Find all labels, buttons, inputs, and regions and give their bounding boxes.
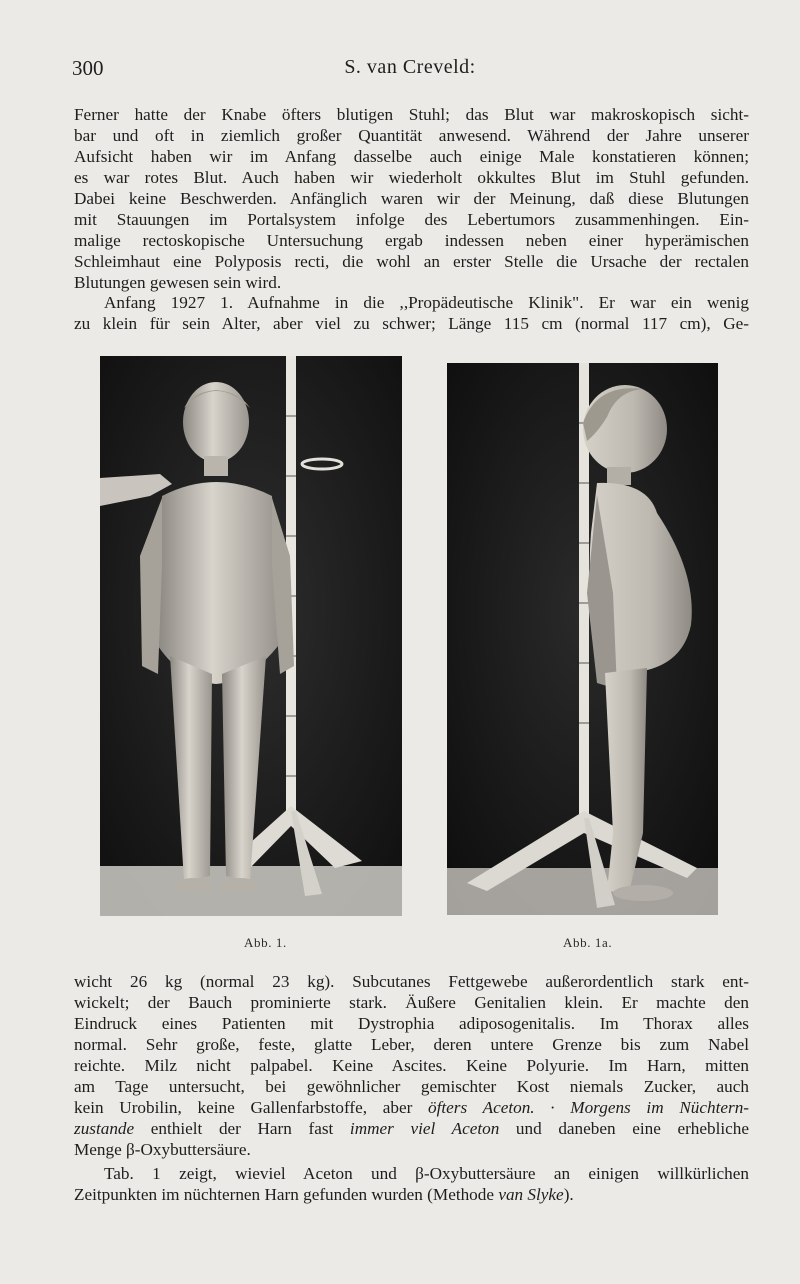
text-line: am Tage untersucht, bei gewöhnlicher gemischter Kost niemals Zucker, auch — [74, 1077, 749, 1096]
figure-caption-abb-1: Abb. 1. — [244, 935, 287, 950]
italic-run: van Slyke — [498, 1185, 564, 1204]
text-line: mit Stauungen im Portalsystem infolge des Lebertumors zusammenhingen. Ein- — [74, 210, 749, 229]
text-line: Tab. 1 zeigt, wieviel Aceton und β-Oxybuttersäure an einigen willkürlichen — [104, 1164, 749, 1183]
text-line: Blutungen gewesen sein wird. — [74, 273, 282, 292]
text-run: enthielt der Harn fast — [150, 1119, 334, 1138]
paragraph-3 — [74, 971, 749, 1160]
text-run: ). — [563, 1185, 574, 1204]
text-line: normal. Sehr große, feste, glatte Leber, deren untere Grenze bis zum Nabel — [74, 1035, 749, 1054]
text-line: reichte. Milz nicht palpabel. Keine Ascites. Keine Polyurie. Im Harn, mitten — [74, 1056, 749, 1075]
page-header — [72, 56, 748, 84]
lateral-photo-illustration — [447, 363, 718, 915]
text-line — [74, 1184, 749, 1205]
text-line: Aufsicht haben wir im Anfang dasselbe auch einige Male konstatieren können; — [74, 147, 749, 166]
text-run: Zeitpunkten im nüchternen Harn gefunden wurden (Methode — [74, 1185, 495, 1204]
running-head: S. van Creveld: — [344, 56, 476, 78]
paragraph-1 — [74, 104, 749, 293]
text-run: kein Urobilin, keine Gallenfarbstoffe, aber — [74, 1098, 413, 1117]
text-run: und daneben eine erhebliche — [515, 1119, 750, 1138]
figure-abb-1-photo — [100, 356, 402, 916]
text-line: wicht 26 kg (normal 23 kg). Subcutanes Fettgewebe außerordentlich stark ent- — [74, 972, 749, 991]
figure-abb-1a-photo — [447, 363, 718, 915]
text-line: bar und oft in ziemlich großer Quantität anwesend. Während der Jahre unserer — [74, 126, 749, 145]
text-line: Anfang 1927 1. Aufnahme in die ,,Propädeutische Klinik". Er war ein wenig — [104, 293, 749, 312]
text-line: Menge β-Oxybuttersäure. — [74, 1140, 251, 1159]
italic-run: zustande — [74, 1119, 135, 1138]
page-number: 300 — [72, 56, 104, 80]
paragraph-4 — [74, 1163, 749, 1205]
text-line: Eindruck eines Patienten mit Dystrophia adiposogenitalis. Im Thorax alles — [74, 1014, 749, 1033]
text-line: zu klein für sein Alter, aber viel zu schwer; Länge 115 cm (normal 117 cm), Ge- — [74, 314, 749, 333]
text-line: es war rotes Blut. Auch haben wir wiederholt okkultes Blut im Stuhl gefunden. — [74, 168, 749, 187]
text-line — [74, 1097, 749, 1118]
text-line: malige rectoskopische Untersuchung ergab indessen neben einer hyperämischen — [74, 231, 749, 250]
frontal-photo-illustration — [100, 356, 402, 916]
italic-run: öfters Aceton. · Morgens im Nüchtern- — [428, 1098, 750, 1117]
text-line — [74, 1118, 749, 1139]
text-line: Ferner hatte der Knabe öfters blutigen Stuhl; das Blut war makroskopisch sicht- — [74, 105, 749, 124]
text-line: Dabei keine Beschwerden. Anfänglich waren wir der Meinung, daß diese Blutungen — [74, 189, 749, 208]
text-line: wickelt; der Bauch prominierte stark. Äußere Genitalien klein. Er machte den — [74, 993, 749, 1012]
italic-run: immer viel Aceton — [349, 1119, 500, 1138]
text-line: Schleimhaut eine Polyposis recti, die wohl an erster Stelle die Ursache der rectalen — [74, 252, 749, 271]
figure-caption-abb-1a: Abb. 1a. — [563, 935, 613, 950]
paragraph-2 — [74, 292, 749, 334]
